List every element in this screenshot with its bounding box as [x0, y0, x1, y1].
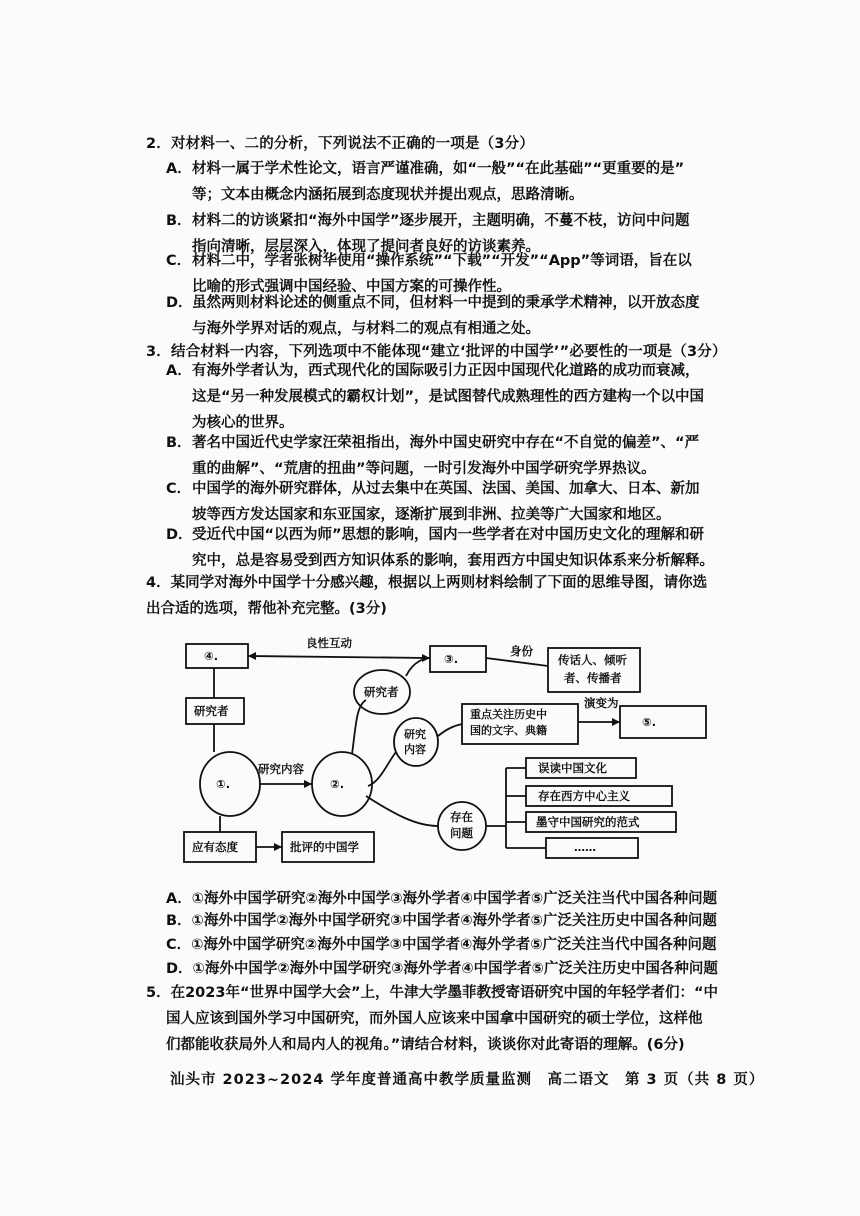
- q4-answer-c: C．①海外中国学研究②海外中国学③中国学者④海外学者⑤广泛关注当代中国各种问题: [166, 937, 717, 953]
- box-5-label: ⑤.: [642, 715, 657, 729]
- option-letter: B．: [166, 435, 192, 451]
- q3-option-c: [166, 476, 766, 528]
- content-circle-line-2: 内容: [404, 743, 426, 756]
- option-text: 中国学的海外研究群体，从过去集中在英国、法国、美国、加拿大、日本、新加 坡等西方发达国家和东亚国家，逐渐扩展到非洲、拉美等广大国家和地区。: [192, 481, 700, 523]
- option-letter: C．: [166, 481, 192, 497]
- interaction-label: 良性互动: [306, 636, 352, 650]
- content-circle-line-1: 研究: [404, 728, 426, 741]
- box-4-label: ④.: [204, 649, 219, 663]
- question-3-title: 3．结合材料一内容，下列选项中不能体现“建立‘批评的中国学’”必要性的一项是（3分）: [146, 344, 727, 360]
- option-letter: A．: [166, 363, 192, 379]
- mind-map-lines: [180, 636, 710, 866]
- option-letter: B．: [166, 213, 192, 229]
- option-text: 材料一属于学术性论文，语言严谨准确，如“一般”“在此基础”“更重要的是” 等；文本由概念内涵拓展到态度现状并提出观点，思路清晰。: [192, 161, 685, 203]
- option-text: 材料二的访谈紧扣“海外中国学”逐步展开，主题明确，不蔓不枝，访问中问题 指向清晰，层层深入，体现了提问者良好的访谈素养。: [192, 213, 690, 255]
- q3-option-b: [166, 430, 766, 482]
- researcher-circle-label: 研究者: [364, 685, 399, 699]
- q3-option-d: [166, 522, 766, 574]
- question-5: 5．在2023年“世界中国学大会”上，牛津大学墨菲教授寄语研究中国的年轻学者们：“中 国人应该到国外学习中国研究，而外国人应该来中国拿中国研究的硕士学位，这样他 们都能收获局外人和局内人的视角。”请结合材料，谈谈你对此寄语的理解。(6分): [146, 985, 719, 1053]
- q3-option-a: [166, 358, 766, 436]
- problem-4: ……: [574, 841, 596, 854]
- q2-option-a: [166, 156, 766, 208]
- problem-2: 存在西方中心主义: [538, 789, 630, 803]
- q2-option-d: [166, 290, 766, 342]
- content-circle: [394, 718, 438, 766]
- problems-circle-line-1: 存在: [450, 810, 473, 824]
- evolve-label: 演变为: [584, 696, 619, 710]
- option-letter: A．: [166, 161, 192, 177]
- option-letter: D．: [166, 527, 193, 543]
- q4-answer-a: A．①海外中国学研究②海外中国学③海外学者④中国学者⑤广泛关注当代中国各种问题: [166, 891, 718, 907]
- circle-1-label: ①.: [216, 777, 231, 791]
- identity-label: 身份: [510, 644, 533, 658]
- option-text: 受近代中国“以西为师”思想的影响，国内一些学者在对中国历史文化的理解和研 究中，总是容易受到西方知识体系的影响，套用西方中国史知识体系来分析解释。: [192, 527, 714, 569]
- roles-line-2: 者、传播者: [564, 671, 622, 685]
- critical-label: 批评的中国学: [290, 840, 359, 854]
- question-2-title: 2．对材料一、二的分析，下列说法不正确的一项是（3分）: [146, 136, 535, 152]
- q4-answer-b: B．①海外中国学②海外中国学研究③中国学者④海外学者⑤广泛关注历史中国各种问题: [166, 913, 717, 929]
- question-4-title: 4．某同学对海外中国学十分感兴趣，根据以上两则材料绘制了下面的思维导图，请你选 出合适的选项，帮他补充完整。(3分): [146, 575, 708, 617]
- option-text: 虽然两则材料论述的侧重点不同，但材料一中提到的秉承学术精神，以开放态度 与海外学界对话的观点，与材料二的观点有相通之处。: [192, 295, 700, 337]
- option-letter: C．: [166, 253, 192, 269]
- box-3-label: ③.: [444, 652, 459, 666]
- box-5: [620, 706, 706, 738]
- roles-line-1: 传话人、倾听: [558, 653, 627, 667]
- research-content-link: 研究内容: [258, 762, 304, 776]
- circle-2-label: ②.: [330, 777, 345, 791]
- problems-circle-line-2: 问题: [450, 826, 473, 840]
- option-text: 有海外学者认为，西式现代化的国际吸引力正因中国现代化道路的成功而衰减， 这是“另一种发展模式的霸权计划”，是试图替代成熟理性的西方建构一个以中国 为核心的世界。: [192, 363, 705, 431]
- attitude-label: 应有态度: [192, 840, 238, 854]
- problem-3: 墨守中国研究的范式: [536, 815, 640, 829]
- problem-1: 误读中国文化: [538, 761, 607, 775]
- option-text: 材料二中，学者张树华使用“操作系统”“下载”“开发”“App”等词语，旨在以 比喻的形式强调中国经验、中国方案的可操作性。: [192, 253, 692, 295]
- q4-answer-d: D．①海外中国学②海外中国学研究③海外学者④中国学者⑤广泛关注历史中国各种问题: [166, 961, 718, 977]
- researcher-box-label: 研究者: [194, 704, 229, 718]
- option-text: 著名中国近代史学家汪荣祖指出，海外中国史研究中存在“不自觉的偏差”、“严 重的曲解”、“荒唐的扭曲”等问题，一时引发海外中国学研究学界热议。: [192, 435, 700, 477]
- option-letter: D．: [166, 295, 193, 311]
- mind-map: [180, 636, 710, 866]
- page-footer: 汕头市 2023~2024 学年度普通高中教学质量监测 高二语文 第 3 页（共 8 页）: [170, 1072, 765, 1088]
- focus-line-2: 国的文字、典籍: [470, 724, 547, 737]
- focus-line-1: 重点关注历史中: [470, 708, 547, 721]
